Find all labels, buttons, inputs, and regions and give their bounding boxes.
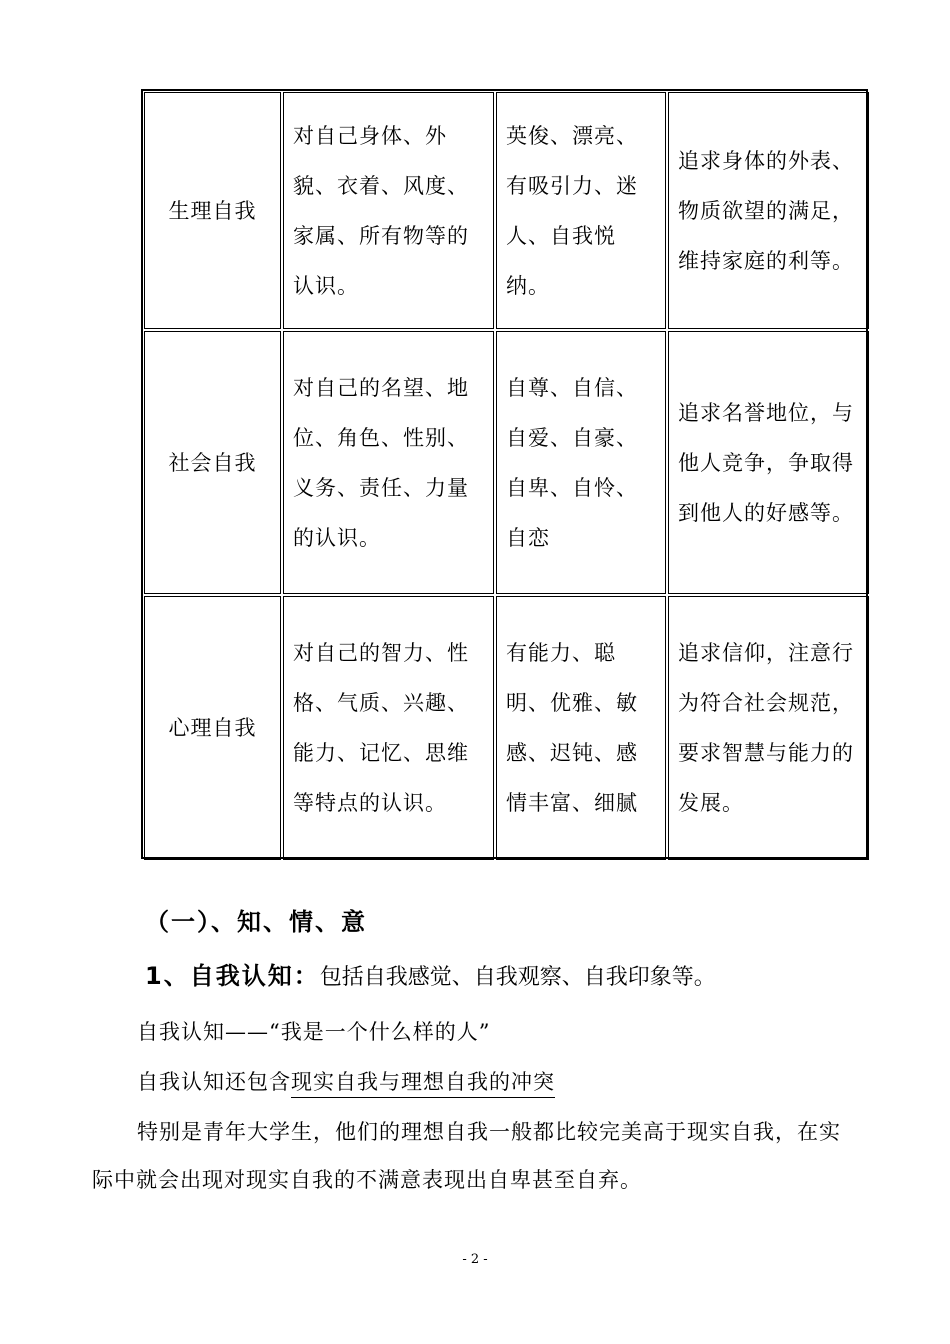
- row-label-social-self: 社会自我: [144, 331, 281, 594]
- text-line-2-prefix: 自我认知还包含: [137, 1070, 291, 1094]
- cell-physical-pursuit: 追求身体的外表、物质欲望的满足，维持家庭的利等。: [668, 92, 869, 329]
- cell-physical-feeling: 英俊、漂亮、有吸引力、迷人、自我悦纳。: [496, 92, 666, 329]
- page-number: - 2 -: [462, 1252, 488, 1267]
- cell-social-feeling: 自尊、自信、自爱、自豪、自卑、自怜、自恋: [496, 331, 666, 594]
- paragraph-line-2: 际中就会出现对现实自我的不满意表现出自卑甚至自弃。: [92, 1168, 642, 1192]
- cell-physical-cognition: 对自己身体、外貌、衣着、风度、家属、所有物等的认识。: [283, 92, 494, 329]
- cell-psychological-pursuit: 追求信仰，注意行为符合社会规范，要求智慧与能力的发展。: [668, 596, 869, 860]
- section-heading: （一）、知、情、意: [145, 908, 367, 936]
- row-label-psychological-self: 心理自我: [144, 596, 281, 860]
- subheading: [145, 956, 716, 991]
- cell-social-cognition: 对自己的名望、地位、角色、性别、义务、责任、力量的认识。: [283, 331, 494, 594]
- cell-social-pursuit: 追求名誉地位，与他人竞争，争取得到他人的好感等。: [668, 331, 869, 594]
- text-line-2-underlined: 现实自我与理想自我的冲突: [291, 1070, 555, 1098]
- self-concept-table: [141, 89, 868, 859]
- subheading-text: 包括自我感觉、自我观察、自我印象等。: [319, 965, 716, 990]
- row-label-physical-self: 生理自我: [144, 92, 281, 329]
- cell-psychological-cognition: 对自己的智力、性格、气质、兴趣、能力、记忆、思维等特点的认识。: [283, 596, 494, 860]
- paragraph-line-1: 特别是青年大学生，他们的理想自我一般都比较完美高于现实自我，在实: [137, 1120, 841, 1144]
- text-line-2: [137, 1066, 555, 1096]
- cell-psychological-feeling: 有能力、聪明、优雅、敏感、迟钝、感情丰富、细腻: [496, 596, 666, 860]
- text-line-1: 自我认知——“我是一个什么样的人”: [137, 1020, 491, 1044]
- subheading-title: 1、自我认知：: [145, 962, 320, 990]
